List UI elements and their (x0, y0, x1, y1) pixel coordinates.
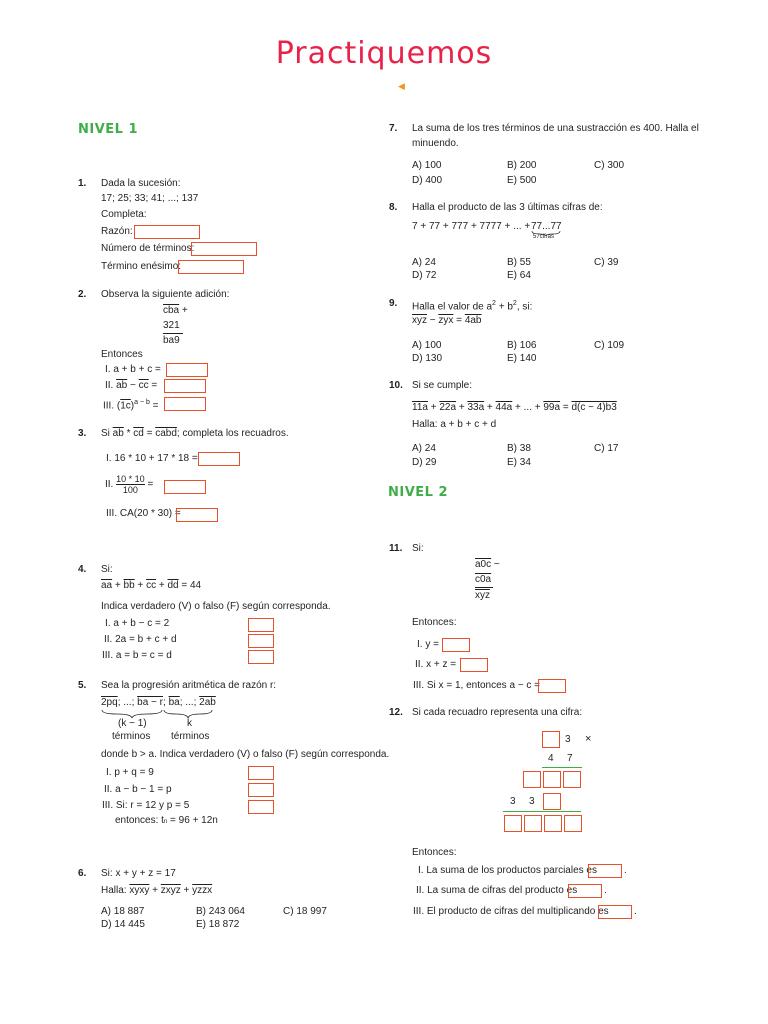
q12-box-r3-1[interactable] (543, 793, 561, 810)
q6-option-a[interactable]: A) 18 887 (101, 906, 145, 917)
q12-number: 12. (389, 707, 403, 718)
q4-si: Si: (101, 564, 113, 575)
page-title: Practiquemos (275, 36, 493, 71)
q9-number: 9. (389, 298, 398, 309)
q12-item-3: III. El producto de cifras del multiplicando es (413, 906, 609, 917)
q9-option-e[interactable]: E) 140 (507, 353, 537, 364)
q11-box-3[interactable] (538, 679, 566, 693)
q11-line (475, 587, 493, 588)
q7-option-b[interactable]: B) 200 (507, 160, 537, 171)
q10-equation: 11a + 22a + 33a + 44a + ... + 99a = d(c − 4)b3 (412, 402, 617, 413)
q9-option-b[interactable]: B) 106 (507, 340, 537, 351)
q12-box-3[interactable] (598, 905, 632, 919)
q5-item-3-cont: entonces: tn = 96 + 12n (115, 815, 218, 826)
q3-item-3: III. CA(20 * 30) = (106, 508, 181, 519)
q12-digit-3: 3 (565, 734, 571, 745)
q10-number: 10. (389, 380, 403, 391)
q12-digit-box-1[interactable] (542, 731, 560, 748)
q8-last-term: 77...77 (531, 221, 562, 232)
q5-terminos-2: términos (171, 731, 210, 742)
q3-number: 3. (78, 428, 87, 439)
q2-item-1: I. a + b + c = (105, 364, 161, 375)
q5-item-3: III. Si: r = 12 y p = 5 (102, 800, 190, 811)
q3-item-2: II. $\frac{10 * 10}{100}$ = (105, 474, 154, 495)
q7-option-c[interactable]: C) 300 (594, 160, 625, 171)
q6-text: Si: x + y + z = 17 (101, 868, 176, 879)
q7-text-1: La suma de los tres términos de una sustracción es 400. Halla el (412, 123, 699, 134)
q12-box-r2-3[interactable] (563, 771, 581, 788)
q5-box-2[interactable] (248, 783, 274, 797)
q7-option-a[interactable]: A) 100 (412, 160, 442, 171)
q6-halla: Halla: xyxy + zxyz + yzzx (101, 885, 213, 896)
q11-box-1[interactable] (442, 638, 470, 652)
q1-number: 1. (78, 178, 87, 189)
q12-box-r2-1[interactable] (523, 771, 541, 788)
q12-entonces: Entonces: (412, 847, 457, 858)
q2-addend-1: $\overline{cba}$ + (163, 305, 188, 316)
q2-result: ba9 (163, 335, 180, 346)
q6-option-d[interactable]: D) 14 445 (101, 919, 145, 930)
q8-option-a[interactable]: A) 24 (412, 257, 436, 268)
q10-option-a[interactable]: A) 24 (412, 443, 436, 454)
q12-box-r4-2[interactable] (524, 815, 542, 832)
q1-numero-label: Número de términos: (101, 243, 195, 254)
q5-progression: 2pq; ...; ba − r; $\overline{ba}$; ...; 2ab (101, 697, 216, 708)
q6-option-e[interactable]: E) 18 872 (196, 919, 240, 930)
q5-box-3[interactable] (248, 800, 274, 814)
q6-option-b[interactable]: B) 243 064 (196, 906, 245, 917)
q2-box-2[interactable] (164, 379, 206, 393)
q4-box-2[interactable] (248, 634, 274, 648)
q4-item-1: I. a + b − c = 2 (105, 618, 170, 629)
q11-entonces: Entonces: (412, 617, 457, 628)
q9-option-c[interactable]: C) 109 (594, 340, 625, 351)
q6-number: 6. (78, 868, 87, 879)
q2-number: 2. (78, 289, 87, 300)
q12-box-2[interactable] (568, 884, 602, 898)
q4-box-1[interactable] (248, 618, 274, 632)
q7-option-e[interactable]: E) 500 (507, 175, 537, 186)
q12-box-r4-1[interactable] (504, 815, 522, 832)
q12-box-1[interactable] (588, 864, 622, 878)
q11-box-2[interactable] (460, 658, 488, 672)
q12-times: × (585, 733, 592, 745)
q4-item-2: II. 2a = b + c + d (104, 634, 177, 645)
q1-razon-label: Razón: (101, 226, 133, 237)
q11-item-2: II. x + z = (415, 659, 457, 670)
q1-razon-box[interactable] (134, 225, 200, 239)
q3-box-1[interactable] (198, 452, 240, 466)
q2-box-3[interactable] (164, 397, 206, 411)
q5-instruction: donde b > a. Indica verdadero (V) o falso (F) según corresponda. (101, 749, 390, 760)
q8-option-b[interactable]: B) 55 (507, 257, 531, 268)
q2-box-1[interactable] (166, 363, 208, 377)
q2-item-3: III. $(1c)^{a - b}$ = (103, 399, 159, 412)
q12-dot-2: . (604, 885, 607, 896)
q10-text: Si se cumple: (412, 380, 473, 391)
q12-dot-3: . (634, 906, 637, 917)
q4-item-3: III. a = b = c = d (102, 650, 172, 661)
q1-enesimo-label: Término enésimo: (101, 261, 182, 272)
q8-option-d[interactable]: D) 72 (412, 270, 437, 281)
q2-entonces: Entonces (101, 349, 143, 360)
q12-box-r2-2[interactable] (543, 771, 561, 788)
q5-terminos-1: términos (112, 731, 151, 742)
q12-dot-1: . (624, 865, 627, 876)
q12-box-r4-4[interactable] (564, 815, 582, 832)
q4-box-3[interactable] (248, 650, 274, 664)
q5-item-2: II. a − b − 1 = p (104, 784, 172, 795)
q3-item-1: I. 16 * 10 + 17 * 18 = (106, 453, 198, 464)
q11-item-3: III. Si x = 1, entonces a − c = (413, 680, 541, 691)
q10-halla: Halla: a + b + c + d (412, 419, 497, 430)
q10-option-c[interactable]: C) 17 (594, 443, 619, 454)
q3-box-3[interactable] (176, 508, 218, 522)
q11-minuend: a0c − (475, 559, 500, 570)
q4-number: 4. (78, 564, 87, 575)
q7-number: 7. (389, 123, 398, 134)
q1-enesimo-box[interactable] (178, 260, 244, 274)
q9-text: Halla el valor de $a^2 + b^2$, si: (412, 300, 533, 313)
q1-numero-box[interactable] (191, 242, 257, 256)
q12-line-1 (542, 767, 582, 768)
q3-text: Si $\overline{ab} * \overline{cd}$ = cabd; completa los recuadros. (101, 428, 289, 439)
q11-difference: $\overline{xyz}$ (475, 590, 490, 601)
q12-item-1: I. La suma de los productos parciales es (418, 865, 597, 876)
q4-instruction: Indica verdadero (V) o falso (F) según corresponda. (101, 601, 331, 612)
q2-sum-line (163, 333, 183, 334)
q12-digit-4: 4 (548, 753, 554, 764)
q9-equation: $\overline{xyz} - \overline{zyx} = 4ab$ (412, 315, 482, 326)
q1-text: Dada la sucesión: (101, 178, 181, 189)
q8-number: 8. (389, 202, 398, 213)
q8-option-c[interactable]: C) 39 (594, 257, 619, 268)
q11-item-1: I. y = (417, 639, 439, 650)
q3-fraction: $\frac{10 * 10}{100}$ (116, 474, 145, 495)
q1-completa: Completa: (101, 209, 147, 220)
q12-line-2 (503, 811, 581, 812)
q9-option-a[interactable]: A) 100 (412, 340, 442, 351)
q11-subtrahend: c0a (475, 574, 492, 585)
q12-digit-3a: 3 (510, 796, 516, 807)
q7-text-2: minuendo. (412, 138, 459, 149)
q2-addend-2: 321 (163, 320, 180, 331)
q6-option-c[interactable]: C) 18 997 (283, 906, 327, 917)
q5-k-minus-1: (k − 1) (118, 718, 147, 729)
q3-box-2[interactable] (164, 480, 206, 494)
q7-option-d[interactable]: D) 400 (412, 175, 443, 186)
q11-si: Si: (412, 543, 424, 554)
q10-option-e[interactable]: E) 34 (507, 457, 531, 468)
q12-digit-7: 7 (567, 753, 573, 764)
q4-equation: $\overline{aa} + \overline{bb} + \overline{cc} + \overline{dd} = 44$ (101, 580, 202, 591)
q8-option-e[interactable]: E) 64 (507, 270, 531, 281)
q2-text: Observa la siguiente adición: (101, 289, 230, 300)
nivel-2-heading: NIVEL 2 (388, 485, 449, 500)
q12-box-r4-3[interactable] (544, 815, 562, 832)
q2-item-2: II. $\overline{ab} - \overline{cc}$ = (105, 380, 158, 391)
q12-digit-3b: 3 (529, 796, 535, 807)
q5-k: k (187, 718, 192, 729)
q12-text: Si cada recuadro representa una cifra: (412, 707, 583, 718)
q8-cifras-label: 57cifras (533, 234, 555, 240)
nivel-1-heading: NIVEL 1 (78, 122, 139, 137)
q10-option-d[interactable]: D) 29 (412, 457, 437, 468)
q5-text: Sea la progresión aritmética de razón r: (101, 680, 277, 691)
q11-number: 11. (389, 543, 403, 554)
q5-number: 5. (78, 680, 87, 691)
q8-text: Halla el producto de las 3 últimas cifras de: (412, 202, 603, 213)
q5-item-1: I. p + q = 9 (106, 767, 154, 778)
q1-sequence: 17; 25; 33; 41; ...; 137 (101, 193, 199, 204)
q10-option-b[interactable]: B) 38 (507, 443, 531, 454)
title-arrow-icon: ◀ (398, 81, 405, 91)
q12-item-2: II. La suma de cifras del producto es (416, 885, 578, 896)
q9-option-d[interactable]: D) 130 (412, 353, 443, 364)
q8-series: 7 + 77 + 777 + 7777 + ... + (412, 221, 531, 232)
q5-box-1[interactable] (248, 766, 274, 780)
